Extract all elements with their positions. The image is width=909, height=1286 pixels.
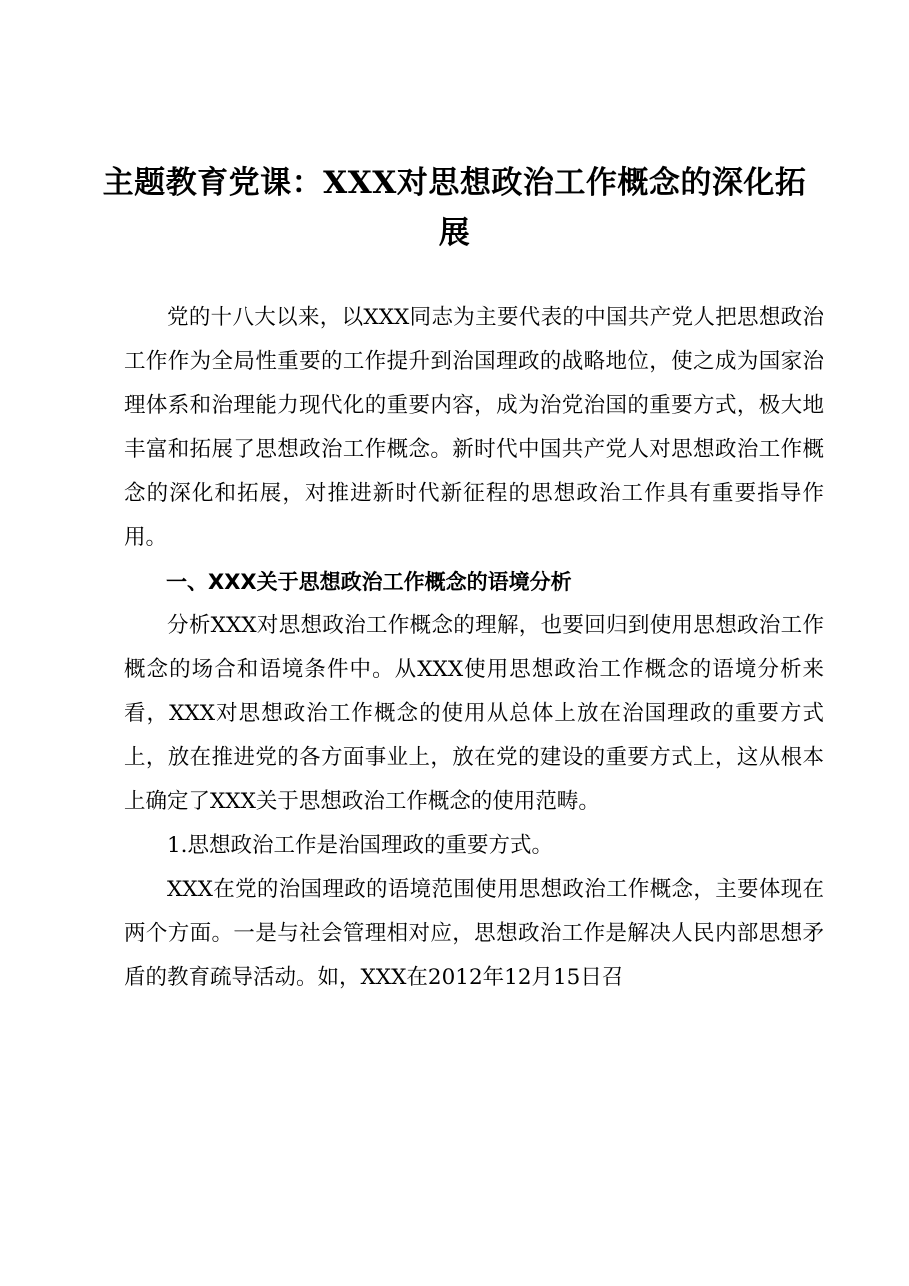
subsection-heading-1: 1.思想政治工作是治国理政的重要方式。 xyxy=(167,833,554,858)
document-body xyxy=(124,296,824,1000)
paragraph-context-analysis: 分析XXX对思想政治工作概念的理解，也要回归到使用思想政治工作概念的场合和语境条件中。从XXX使用思想政治工作概念的语境分析来看，XXX对思想政治工作概念的使用从总体上放在治国理政的重要方式上，放在推进党的各方面事业上，放在党的建设的重要方式上，这从根本上确定了XXX关于思想政治工作概念的使用范畴。 xyxy=(124,613,824,814)
paragraph-intro: 党的十八大以来，以XXX同志为主要代表的中国共产党人把思想政治工作作为全局性重要的工作提升到治国理政的战略地位，使之成为国家治理体系和治理能力现代化的重要内容，成为治党治国的重要方式，极大地丰富和拓展了思想政治工作概念。新时代中国共产党人对思想政治工作概念的深化和拓展，对推进新时代新征程的思想政治工作具有重要指导作用。 xyxy=(124,305,824,550)
paragraph-governance: XXX在党的治国理政的语境范围使用思想政治工作概念，主要体现在两个方面。一是与社会管理相对应，思想政治工作是解决人民内部思想矛盾的教育疏导活动。如，XXX在2012年12月15日召 xyxy=(124,877,824,990)
document-title: 主题教育党课：XXX对思想政治工作概念的深化拓展 xyxy=(102,165,807,251)
section-heading-1: 一、XXX关于思想政治工作概念的语境分析 xyxy=(166,570,572,594)
